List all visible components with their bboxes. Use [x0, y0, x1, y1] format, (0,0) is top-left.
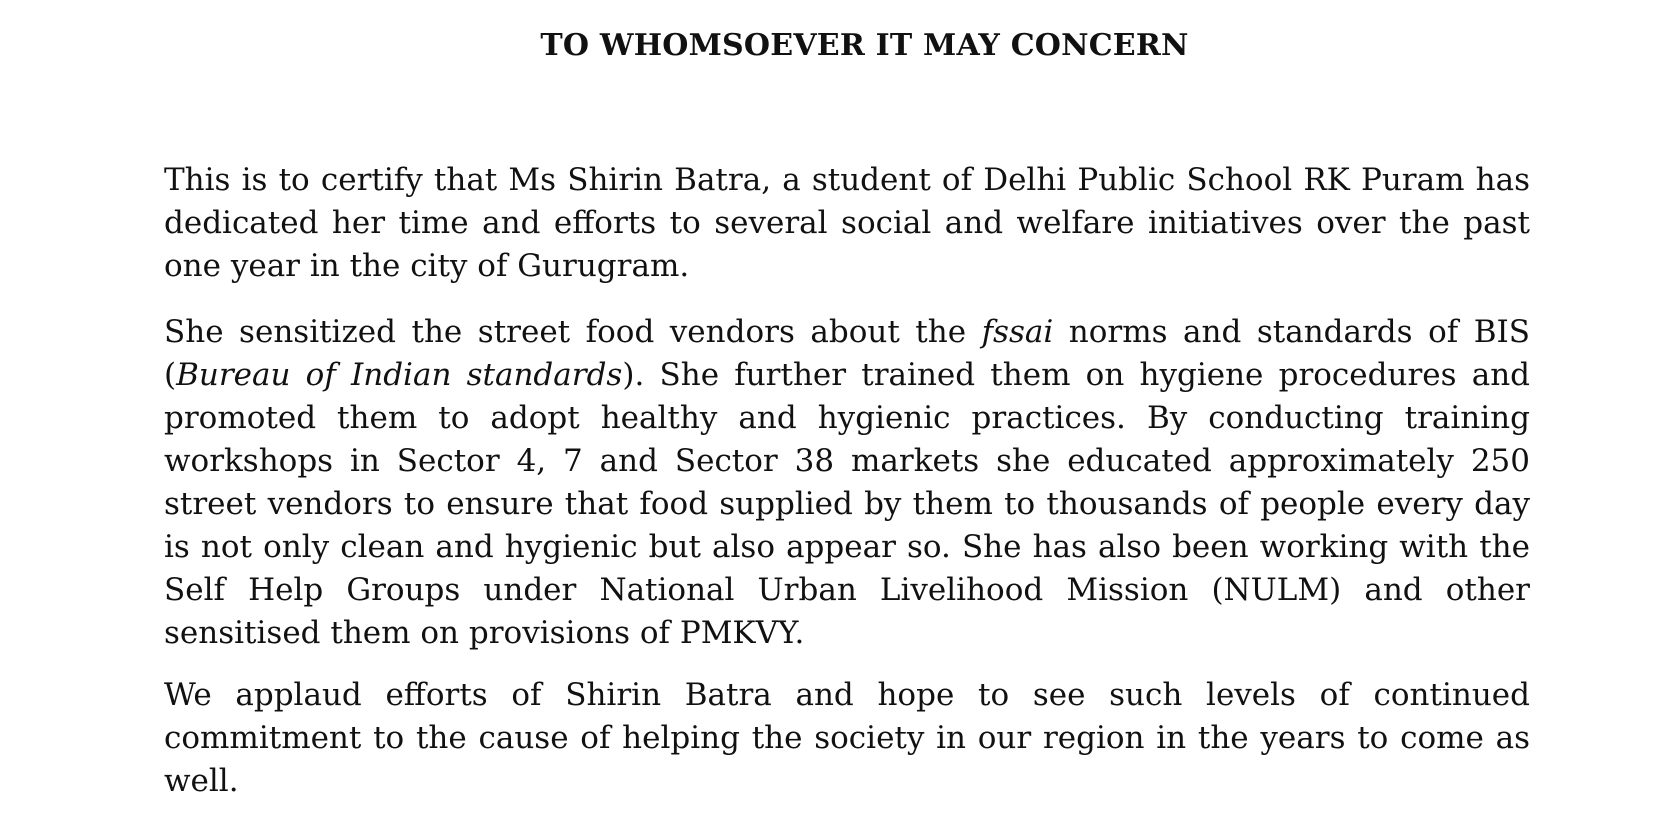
bis-full-name: Bureau of Indian standards	[176, 357, 623, 393]
paragraph-activities-part3: ). She further trained them on hygiene procedures and promoted them to adopt healthy and hygienic practices. By conducting training workshops in Sector 4, 7 and Sector 38 markets she educated approximately 250 street vendors to ensure that food supplied by them to thousands of people every day is not only clean and hygienic but also appear so. She has also been working with the Self Help Groups under National Urban Livelihood Mission (NULM) and other sensitised them on provisions of PMKVY.	[164, 357, 1531, 651]
paragraph-activities-part2: norms and standards of BIS (	[164, 314, 1530, 393]
paragraph-certification: This is to certify that Ms Shirin Batra, a student of Delhi Public School RK Puram has dedicated her time and efforts to several social and welfare initiatives over the past one year in the city of Gurugram.	[164, 162, 1530, 284]
document-title: TO WHOMSOEVER IT MAY CONCERN	[540, 28, 1189, 63]
paragraph-activities-part1: She sensitized the street food vendors about the	[164, 314, 982, 350]
paragraph-activities	[164, 311, 1530, 655]
paragraph-appreciation: We applaud efforts of Shirin Batra and hope to see such levels of continued commitment to the cause of helping the society in our region in the years to come as well.	[164, 677, 1530, 799]
fssai-term: fssai	[981, 314, 1054, 350]
